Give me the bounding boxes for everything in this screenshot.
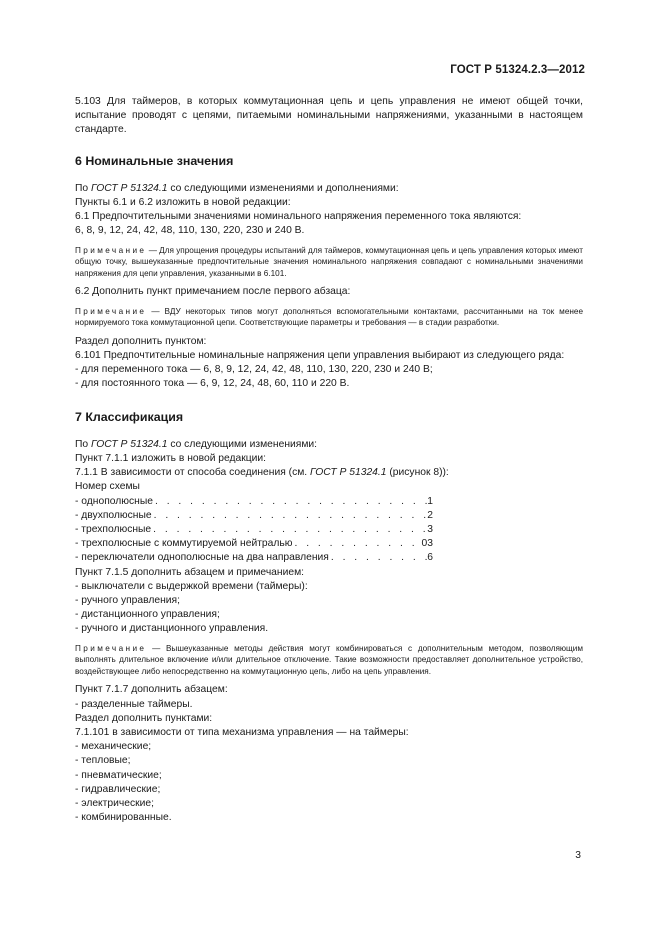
note-text: — ВДУ некоторых типов могут дополняться вспомогательными контактами, рассчитанными на ток менее нормируемого тока коммутационной цепи. Соответствующие параметры и требования — в стадии разработки. bbox=[75, 306, 583, 328]
sec7-line-6: - ручного управления; bbox=[75, 595, 180, 607]
sec6-line-5: Раздел дополнить пунктом: bbox=[75, 335, 207, 347]
sec7-line-2-ref: ГОСТ Р 51324.1 bbox=[310, 467, 387, 479]
sec6-line-8: - для постоянного тока — 6, 9, 12, 24, 48, 60, 110 и 220 В. bbox=[75, 378, 350, 390]
scheme-number: 3 bbox=[427, 524, 433, 536]
list-item: - пневматические; bbox=[75, 769, 162, 781]
scheme-name: - переключатели однополюсные на два направления bbox=[75, 552, 329, 564]
page-number: 3 bbox=[575, 850, 581, 861]
sec6-intro-ref: ГОСТ Р 51324.1 bbox=[91, 182, 168, 194]
note-label: Примечание bbox=[75, 306, 147, 316]
sec7-line-1: Пункт 7.1.1 изложить в новой редакции: bbox=[75, 453, 267, 465]
sec7-line-3: Номер схемы bbox=[75, 481, 140, 493]
note-text: — Вышеуказанные методы действия могут комбинироваться с дополнительным методом, позволяющим выполнять длительное включение и/или длительное отключение. Такие возможности предоставляет дополнительное устройство, воздействующее либо непосредственно на коммутационную цепь, либо на цепь управления. bbox=[75, 643, 583, 676]
sec6-line-4: 6.2 Дополнить пункт примечанием после первого абзаца: bbox=[75, 286, 351, 298]
note-label: Примечание bbox=[75, 643, 147, 653]
sec7-note bbox=[75, 643, 583, 678]
paragraph-5-103: 5.103 Для таймеров, в которых коммутационная цепь и цепь управления не имеют общей точки, испытание проводят с цепями, питаемыми номинальными напряжениями, указанными в настоящем стандарте. bbox=[75, 96, 583, 136]
leader-dots bbox=[153, 495, 427, 509]
sec6-intro-post: со следующими изменениями и дополнениями: bbox=[167, 182, 399, 194]
list-item bbox=[75, 509, 433, 523]
leader-dots bbox=[151, 523, 427, 537]
sec6-intro bbox=[75, 182, 583, 196]
sec6-line-2: 6.1 Предпочтительными значениями номинального напряжения переменного тока являются: bbox=[75, 211, 522, 223]
scheme-name: - двухполюсные bbox=[75, 509, 152, 521]
sec6-line-6: 6.101 Предпочтительные номинальные напряжения цепи управления выбирают из следующего ряда: bbox=[75, 350, 565, 361]
sec7-line-8: - ручного и дистанционного управления. bbox=[75, 623, 269, 635]
scheme-number: 1 bbox=[427, 495, 433, 507]
sec7-line-5: - выключатели с выдержкой времени (таймеры): bbox=[75, 580, 308, 592]
sec6-line-3: 6, 8, 9, 12, 24, 42, 48, 110, 130, 220, 230 и 240 В. bbox=[75, 225, 305, 237]
sec6-intro-pre: По bbox=[75, 182, 91, 194]
sec7-line-7: - дистанционного управления; bbox=[75, 609, 220, 621]
list-item: - гидравлические; bbox=[75, 783, 161, 795]
sec7-line-9: Пункт 7.1.7 дополнить абзацем: bbox=[75, 684, 228, 696]
list-item: - комбинированные. bbox=[75, 812, 172, 824]
scheme-number: 2 bbox=[427, 509, 433, 521]
leader-dots bbox=[329, 551, 427, 565]
sec7-intro-post: со следующими изменениями: bbox=[167, 438, 318, 450]
page-body bbox=[75, 95, 583, 825]
leader-dots bbox=[292, 537, 421, 551]
leader-dots bbox=[152, 509, 428, 523]
sec6-note-2 bbox=[75, 306, 583, 329]
note-text: — Для упрощения процедуры испытаний для таймеров, коммутационная цепь и цепь управления которых имеют общую точку, вышеуказанные предпочтительные значения номинального напряжения совпадают с номинальными значениями напряжения для цепи управления, указанными в 6.101. bbox=[75, 245, 583, 278]
types-list bbox=[75, 740, 583, 825]
list-item bbox=[75, 551, 433, 565]
document-header: ГОСТ Р 51324.2.3—2012 bbox=[450, 64, 585, 76]
list-item bbox=[75, 537, 433, 551]
list-item: - электрические; bbox=[75, 798, 154, 810]
sec6-note-1 bbox=[75, 245, 583, 280]
section-6-heading: 6 Номинальные значения bbox=[75, 153, 234, 168]
note-label: Примечание bbox=[75, 245, 147, 255]
sec6-line-7: - для переменного тока — 6, 8, 9, 12, 24, 42, 48, 110, 130, 220, 230 и 240 В; bbox=[75, 364, 433, 376]
sec7-line-11: Раздел дополнить пунктами: bbox=[75, 712, 213, 724]
sec6-line-1: Пункты 6.1 и 6.2 изложить в новой редакции: bbox=[75, 197, 291, 209]
scheme-list bbox=[75, 495, 583, 566]
scheme-name: - однополюсные bbox=[75, 495, 153, 507]
sec7-line-2-pre: 7.1.1 В зависимости от способа соединения (см. bbox=[75, 467, 311, 479]
sec7-intro bbox=[75, 438, 583, 452]
sec7-intro-pre: По bbox=[75, 438, 91, 450]
scheme-name: - трехполюсные с коммутируемой нейтралью bbox=[75, 538, 293, 550]
scheme-name: - трехполюсные bbox=[75, 524, 152, 536]
list-item bbox=[75, 495, 433, 509]
sec7-line-2 bbox=[75, 466, 583, 480]
sec7-line-4: Пункт 7.1.5 дополнить абзацем и примечанием: bbox=[75, 566, 305, 578]
sec7-line-10: - разделенные таймеры. bbox=[75, 698, 193, 710]
list-item: - тепловые; bbox=[75, 755, 131, 767]
sec7-line-2-post: (рисунок 8)): bbox=[386, 467, 449, 479]
section-7-heading: 7 Классификация bbox=[75, 409, 184, 424]
scheme-number: 03 bbox=[421, 538, 433, 550]
scheme-number: 6 bbox=[427, 552, 433, 564]
list-item bbox=[75, 523, 433, 537]
sec7-line-12: 7.1.101 в зависимости от типа механизма управления — на таймеры: bbox=[75, 727, 409, 739]
sec7-intro-ref: ГОСТ Р 51324.1 bbox=[91, 438, 168, 450]
list-item: - механические; bbox=[75, 741, 152, 753]
